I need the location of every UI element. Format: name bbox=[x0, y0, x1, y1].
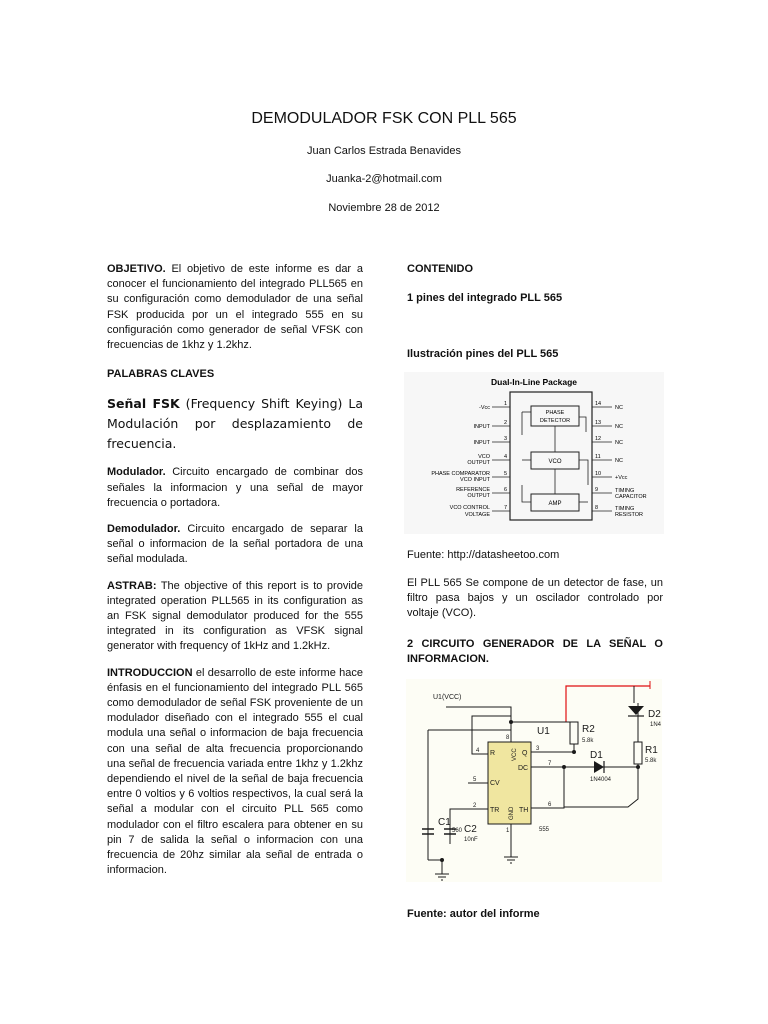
pin-8-label-2: RESISTOR bbox=[615, 512, 644, 518]
pin-1-label: -Vcc bbox=[479, 405, 490, 411]
document-date: Noviembre 28 de 2012 bbox=[328, 202, 440, 214]
pin-num-14: 14 bbox=[595, 401, 602, 407]
pin-r-label: R bbox=[490, 750, 496, 757]
modulador-text: Circuito encargado de combinar dos señales la informacion y una señal de mayor frecuencia o portadora. bbox=[107, 466, 363, 509]
pin-num-5: 5 bbox=[504, 471, 508, 477]
u1-label: U1 bbox=[537, 726, 550, 737]
pin-vcc-label: VCC bbox=[512, 748, 518, 761]
fuente-1: Fuente: http://datasheetoo.com bbox=[407, 549, 560, 561]
ilustracion-caption: Ilustración pines del PLL 565 bbox=[407, 348, 559, 360]
pin-5-num: 5 bbox=[473, 777, 477, 783]
author-email: Juanka-2@hotmail.com bbox=[326, 173, 442, 185]
pin-5-label-2: VCO INPUT bbox=[460, 477, 490, 483]
c2-value: 10nF bbox=[464, 837, 478, 843]
pin-6-label-2: OUTPUT bbox=[467, 493, 490, 499]
author-name: Juan Carlos Estrada Benavides bbox=[306, 145, 462, 157]
r1-label: R1 bbox=[645, 745, 658, 756]
contenido-heading: CONTENIDO bbox=[407, 263, 473, 275]
modulador-label: Modulador. bbox=[107, 466, 166, 479]
part-555-label: 555 bbox=[539, 827, 550, 833]
pin-dc-label: DC bbox=[518, 765, 529, 772]
phase-detector-label-2: DETECTOR bbox=[539, 418, 571, 424]
pin-num-3: 3 bbox=[504, 436, 508, 442]
vco-label: VCO bbox=[548, 459, 562, 465]
c2-prefix: 560 bbox=[452, 828, 463, 834]
fuente-2: Fuente: autor del informe bbox=[407, 908, 540, 920]
pin-5-label-1: PHASE COMPARATOR bbox=[431, 471, 490, 477]
pll565-pinout-figure bbox=[404, 372, 664, 534]
r1-value: 5.8k bbox=[645, 758, 657, 764]
u1-vcc-label: U1(VCC) bbox=[433, 694, 462, 701]
pin-num-10: 10 bbox=[595, 471, 602, 477]
demodulador-paragraph bbox=[107, 522, 363, 568]
pin-6-num: 6 bbox=[548, 802, 552, 808]
introduccion-label: INTRODUCCION bbox=[107, 666, 193, 679]
pin-3-label: INPUT bbox=[473, 440, 490, 446]
pin-cv-label: CV bbox=[490, 780, 500, 787]
fsk-text: (Frequency Shift Keying) La Modulación por desplazamiento de frecuencia. bbox=[107, 396, 363, 452]
pin-11-label: NC bbox=[615, 458, 623, 464]
astrab-paragraph bbox=[107, 579, 363, 655]
objetivo-paragraph bbox=[107, 262, 363, 353]
package-title: Dual-In-Line Package bbox=[491, 377, 577, 387]
pin-num-11: 11 bbox=[595, 454, 601, 460]
introduccion-text: el desarrollo de este informe hace énfasis en el funcionamiento del integrado PLL 565 como demodulador de señal FSK proveniente de un modulador diseñado con el integrado 555 el cual modula una señal o informacion de baja frecuencia con una señal de alta frecuencia proporcionando una señal de frecuencia variada entre 1khz y 1.2khz dependiendo el nivel de la señal de baja frecuencia entre 0 voltios y 6 voltios respectivos, la cual será la señal a modular con el circuito PLL 565 como modulador con el filtro escalera para obtener en su pin 7 de salida la señal o informacion con una frecuencia de 20hz similar ala señal de entrada o informacion. bbox=[107, 666, 363, 877]
d1-label: D1 bbox=[590, 750, 603, 761]
section-2-heading: 2 CIRCUITO GENERADOR DE LA SEÑAL O INFORMACION. bbox=[407, 638, 663, 666]
pin-9-label-1: TIMING bbox=[615, 488, 635, 494]
pin-7-num: 7 bbox=[548, 761, 552, 767]
pin-th-label: TH bbox=[519, 807, 529, 814]
pin-2-label: INPUT bbox=[473, 424, 490, 430]
modulador-paragraph bbox=[107, 465, 363, 511]
pin-gnd-label: GND bbox=[509, 806, 515, 820]
objetivo-label: OBJETIVO. bbox=[107, 263, 166, 275]
pin-num-12: 12 bbox=[595, 436, 602, 442]
pin-num-2: 2 bbox=[504, 420, 508, 426]
r2-label: R2 bbox=[582, 724, 595, 735]
palabras-claves-heading: PALABRAS CLAVES bbox=[107, 368, 215, 381]
section-1-heading: 1 pines del integrado PLL 565 bbox=[407, 292, 563, 304]
astrab-label: ASTRAB: bbox=[107, 579, 157, 592]
fsk-paragraph bbox=[107, 394, 363, 454]
pin-num-7: 7 bbox=[504, 505, 508, 511]
pin-4-label-2: OUTPUT bbox=[467, 460, 490, 466]
pin-num-13: 13 bbox=[595, 420, 602, 426]
pin-9-label-2: CAPACITOR bbox=[615, 494, 647, 500]
pin-num-9: 9 bbox=[595, 487, 599, 493]
objetivo-text: El objetivo de este informe es dar a conocer el funcionamiento del integrado PLL565 en su configuración como demodulador de una señal FSK producida por un el integrado 555 en su configuración como generador de señal VFSK con frecuencias de 1khz y 1.2khz. bbox=[107, 263, 363, 352]
pin-tr-label: TR bbox=[490, 807, 500, 814]
pin-10-label: +Vcc bbox=[615, 475, 628, 481]
pin-12-label: NC bbox=[615, 440, 623, 446]
demodulador-label: Demodulador. bbox=[107, 523, 181, 536]
c2-label: C2 bbox=[464, 824, 477, 835]
r2-value: 5.8k bbox=[582, 738, 594, 744]
pin-4-num: 4 bbox=[476, 748, 480, 754]
fsk-label: Señal FSK bbox=[107, 396, 180, 412]
pll-description: El PLL 565 Se compone de un detector de fase, un filtro pasa bajos y un oscilador controlado por voltaje (VCO). bbox=[407, 577, 663, 620]
pin-num-4: 4 bbox=[504, 454, 508, 460]
d2-part: 1N4 bbox=[650, 722, 662, 728]
astrab-text: The objective of this report is to provide integrated operation PLL565 in its configuration as an FSK signal demodulator produced for the 555 integrated in its configuration as VFSK signal generator with frequency of 1kHz and 1.2kHz. bbox=[107, 579, 363, 653]
pin-13-label: NC bbox=[615, 424, 623, 430]
pin-7-label-2: VOLTAGE bbox=[464, 512, 490, 518]
pin-6-label-1: REFERENCE bbox=[456, 487, 490, 493]
generator-circuit-figure bbox=[406, 679, 662, 882]
pin-4-label-1: VCO bbox=[478, 454, 490, 460]
pin-num-8: 8 bbox=[595, 505, 599, 511]
pin-3-num: 3 bbox=[536, 746, 540, 752]
demodulador-text: Circuito encargado de separar la señal o informacion de la señal portadora de una señal modulada. bbox=[107, 523, 363, 566]
amp-label: AMP bbox=[548, 501, 562, 507]
pin-num-6: 6 bbox=[504, 487, 508, 493]
pin-8-num: 8 bbox=[506, 735, 510, 741]
pin-q-label: Q bbox=[522, 750, 528, 757]
phase-detector-label-1: PHASE bbox=[545, 410, 565, 416]
introduccion-paragraph bbox=[107, 666, 363, 879]
d1-part: 1N4004 bbox=[590, 777, 612, 783]
pin-14-label: NC bbox=[615, 405, 623, 411]
pin-8-label-1: TIMING bbox=[615, 506, 635, 512]
circuit-background bbox=[406, 679, 662, 882]
document-title: DEMODULADOR FSK CON PLL 565 bbox=[251, 110, 517, 127]
pin-1-num: 1 bbox=[506, 828, 510, 834]
left-column bbox=[107, 262, 363, 879]
pin-2-num: 2 bbox=[473, 803, 477, 809]
r1-resistor-symbol bbox=[634, 742, 642, 764]
d2-label: D2 bbox=[648, 709, 661, 720]
c1-label: C1 bbox=[438, 817, 451, 828]
pin-num-1: 1 bbox=[504, 401, 508, 407]
pin-7-label-1: VCO CONTROL bbox=[449, 505, 490, 511]
